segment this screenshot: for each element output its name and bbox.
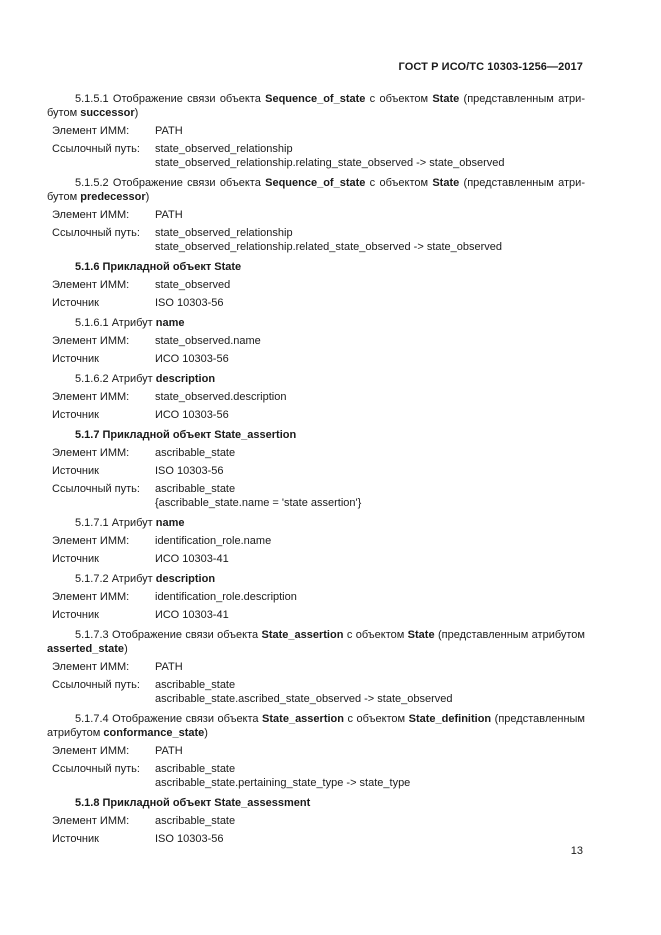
row-value: state_observed xyxy=(155,279,231,291)
row-label: Ссылочный путь: xyxy=(52,483,140,495)
row-value: PATH xyxy=(155,661,183,673)
text: с объектом xyxy=(365,177,433,189)
row-value: ascribable_state xyxy=(155,815,236,827)
text: 5.1.7.1 Атрибут xyxy=(75,517,156,529)
text: ) xyxy=(145,191,150,203)
section-5-1-7-4 xyxy=(47,712,585,740)
row-label: Элемент ИММ: xyxy=(52,209,130,221)
attribute-name: name xyxy=(155,317,185,329)
mapping-row xyxy=(47,464,585,478)
row-label: Элемент ИММ: xyxy=(52,745,130,757)
section-5-1-5-2 xyxy=(47,176,585,204)
row-label: Элемент ИММ: xyxy=(52,125,130,137)
row-label: Ссылочный путь: xyxy=(52,763,140,775)
row-value: state_observed.name xyxy=(155,335,261,347)
row-value: PATH xyxy=(155,209,183,221)
mapping-row xyxy=(47,226,585,254)
mapping-row xyxy=(47,608,585,622)
row-value: ascribable_state xyxy=(155,447,236,459)
row-value: PATH xyxy=(155,745,183,757)
text: (представленным атри-бутом xyxy=(47,177,585,203)
text: с объектом xyxy=(365,93,433,105)
text: ) xyxy=(134,107,139,119)
mapping-row xyxy=(47,142,585,170)
mapping-row xyxy=(47,296,585,310)
row-label: Элемент ИММ: xyxy=(52,279,130,291)
row-value: identification_role.description xyxy=(155,591,297,603)
mapping-row xyxy=(47,814,585,828)
row-label: Элемент ИММ: xyxy=(52,391,130,403)
text: 5.1.7.2 Атрибут xyxy=(75,573,156,585)
row-value: ascribable_state.pertaining_state_type -> state_type xyxy=(155,777,411,789)
row-label: Источник xyxy=(52,465,99,477)
row-value: {ascribable_state.name = 'state assertion'} xyxy=(155,497,362,509)
row-label: Ссылочный путь: xyxy=(52,679,140,691)
mapping-row xyxy=(47,744,585,758)
row-value: state_observed_relationship.related_state_observed -> state_observed xyxy=(155,241,503,253)
row-label: Ссылочный путь: xyxy=(52,143,140,155)
mapping-row xyxy=(47,124,585,138)
attribute-name: description xyxy=(155,573,216,585)
text: 5.1.5.2 Отображение связи объекта xyxy=(75,177,266,189)
entity-name: State xyxy=(432,93,460,105)
row-value: identification_role.name xyxy=(155,535,272,547)
row-value: ascribable_state xyxy=(155,763,236,775)
row-label: Источник xyxy=(52,353,99,365)
text: с объектом xyxy=(343,629,408,641)
row-value: PATH xyxy=(155,125,183,137)
attribute-name: conformance_state xyxy=(103,727,205,739)
row-label: Элемент ИММ: xyxy=(52,591,130,603)
row-label: Элемент ИММ: xyxy=(52,335,130,347)
row-value: ISO 10303-56 xyxy=(155,833,224,845)
mapping-row xyxy=(47,832,585,846)
text: ) xyxy=(124,643,128,655)
row-value: ascribable_state.ascribed_state_observed -> state_observed xyxy=(155,693,453,705)
document-header: ГОСТ Р ИСО/ТС 10303-1256—2017 xyxy=(398,61,583,73)
heading-5-1-6: 5.1.6 Прикладной объект State xyxy=(75,261,242,273)
row-label: Ссылочный путь: xyxy=(52,227,140,239)
section-5-1-7-3 xyxy=(47,628,585,656)
mapping-row xyxy=(47,208,585,222)
text: 5.1.6.2 Атрибут xyxy=(75,373,156,385)
text: 5.1.6.1 Атрибут xyxy=(75,317,156,329)
entity-name: State xyxy=(432,177,460,189)
row-value: ИСО 10303-41 xyxy=(155,609,229,621)
row-value: ИСО 10303-41 xyxy=(155,553,229,565)
mapping-row xyxy=(47,482,585,510)
heading-5-1-7: 5.1.7 Прикладной объект State_assertion xyxy=(75,429,297,441)
attribute-name: asserted_state xyxy=(47,643,125,655)
heading-5-1-8: 5.1.8 Прикладной объект State_assessment xyxy=(75,797,311,809)
row-value: state_observed_relationship xyxy=(155,143,293,155)
mapping-row xyxy=(47,552,585,566)
row-value: state_observed.description xyxy=(155,391,287,403)
entity-name: Sequence_of_state xyxy=(265,177,366,189)
row-label: Элемент ИММ: xyxy=(52,661,130,673)
row-label: Источник xyxy=(52,409,99,421)
page-number: 13 xyxy=(570,845,583,857)
row-label: Элемент ИММ: xyxy=(52,815,130,827)
mapping-row xyxy=(47,660,585,674)
row-label: Источник xyxy=(52,609,99,621)
entity-name: State_assertion xyxy=(262,713,344,725)
row-value: ИСО 10303-56 xyxy=(155,409,229,421)
text: с объектом xyxy=(343,713,409,725)
attribute-name: successor xyxy=(80,107,135,119)
row-label: Элемент ИММ: xyxy=(52,447,130,459)
heading-5-1-7-2 xyxy=(47,572,585,586)
mapping-row xyxy=(47,408,585,422)
mapping-row xyxy=(47,762,585,790)
row-value: ascribable_state xyxy=(155,679,236,691)
row-value: ISO 10303-56 xyxy=(155,465,224,477)
attribute-name: description xyxy=(155,373,216,385)
row-label: Источник xyxy=(52,553,99,565)
entity-name: State xyxy=(407,629,435,641)
row-value: ИСО 10303-56 xyxy=(155,353,229,365)
entity-name: Sequence_of_state xyxy=(265,93,366,105)
mapping-row xyxy=(47,446,585,460)
text: (представленным атрибутом xyxy=(47,713,585,739)
row-label: Источник xyxy=(52,833,99,845)
heading-5-1-6-1 xyxy=(47,316,585,330)
mapping-row xyxy=(47,352,585,366)
text: 5.1.7.3 Отображение связи объекта xyxy=(75,629,262,641)
entity-name: State_definition xyxy=(408,713,492,725)
row-label: Источник xyxy=(52,297,99,309)
mapping-row xyxy=(47,278,585,292)
heading-5-1-7-1 xyxy=(47,516,585,530)
mapping-row xyxy=(47,590,585,604)
section-5-1-5-1 xyxy=(47,92,585,120)
mapping-row xyxy=(47,390,585,404)
mapping-row xyxy=(47,334,585,348)
text: ) xyxy=(204,727,208,739)
text: 5.1.5.1 Отображение связи объекта xyxy=(75,93,266,105)
row-value: ascribable_state xyxy=(155,483,236,495)
row-value: ISO 10303-56 xyxy=(155,297,224,309)
attribute-name: predecessor xyxy=(80,191,146,203)
row-value: state_observed_relationship xyxy=(155,227,293,239)
entity-name: State_assertion xyxy=(261,629,344,641)
mapping-row xyxy=(47,534,585,548)
text: (представленным атри-бутом xyxy=(47,93,585,119)
heading-5-1-6-2 xyxy=(47,372,585,386)
mapping-row xyxy=(47,678,585,706)
document-body xyxy=(47,92,585,846)
text: 5.1.7.4 Отображение связи объекта xyxy=(75,713,263,725)
text: (представленным атрибутом xyxy=(434,629,585,641)
row-label: Элемент ИММ: xyxy=(52,535,130,547)
attribute-name: name xyxy=(155,517,185,529)
row-value: state_observed_relationship.relating_state_observed -> state_observed xyxy=(155,157,505,169)
